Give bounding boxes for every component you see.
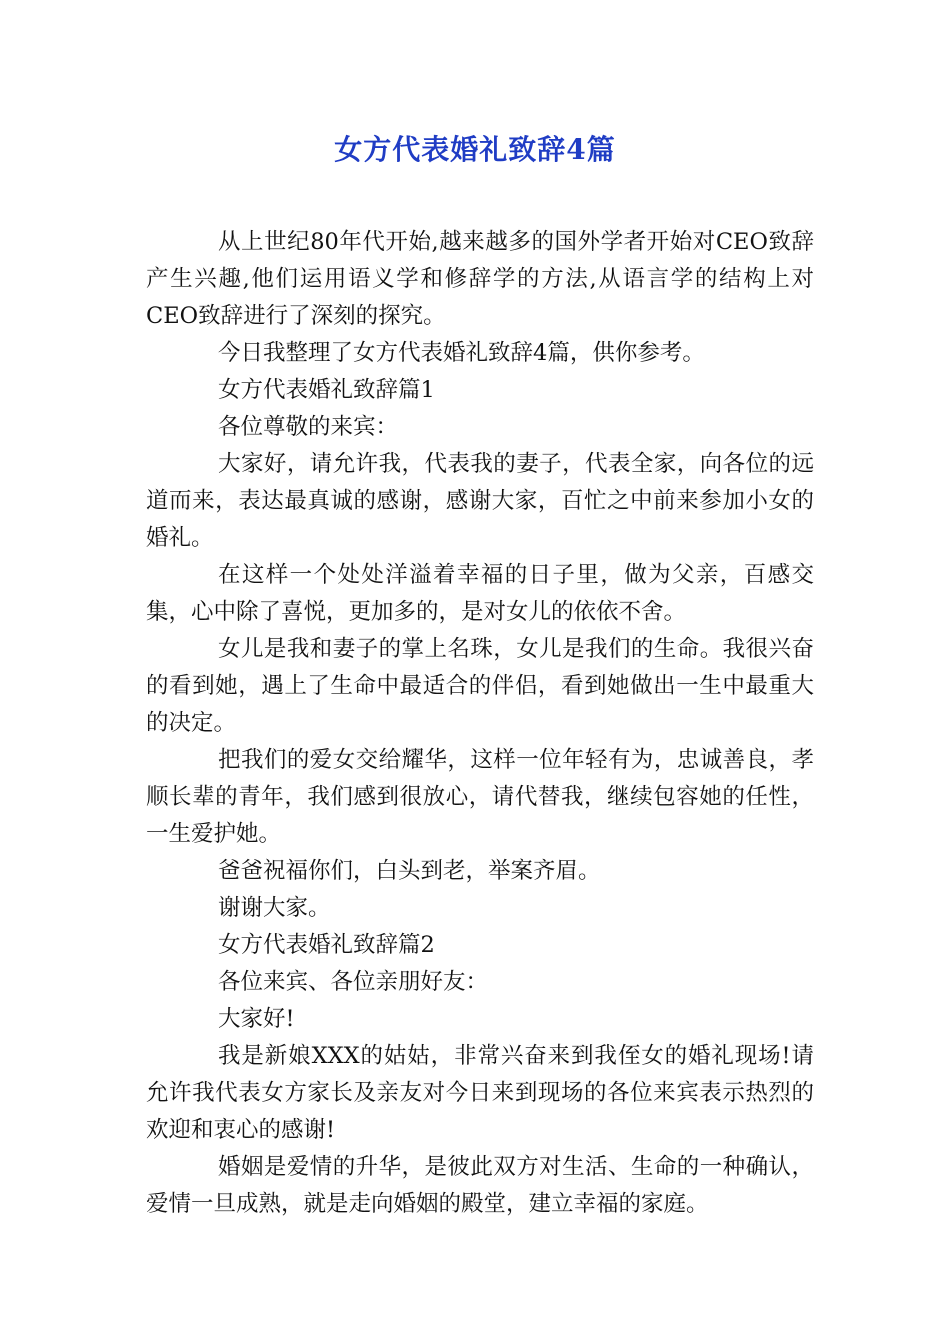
salutation: 各位来宾、各位亲朋好友：	[218, 969, 489, 995]
paragraph: 在这样一个处处洋溢着幸福的日子里，做为父亲，百感交集，心中除了喜悦，更加多的，是对女儿的依依不舍。	[146, 562, 814, 625]
section-heading: 女方代表婚礼致辞篇1	[218, 377, 435, 403]
paragraph: 从上世纪80年代开始,越来越多的国外学者开始对CEO致辞产生兴趣,他们运用语义学和修辞学的方法,从语言学的结构上对CEO致辞进行了深刻的探究。	[146, 229, 814, 329]
paragraph: 婚姻是爱情的升华，是彼此双方对生活、生命的一种确认，爱情一旦成熟，就是走向婚姻的殿堂，建立幸福的家庭。	[146, 1154, 814, 1217]
paragraph: 把我们的爱女交给耀华，这样一位年轻有为，忠诚善良，孝顺长辈的青年，我们感到很放心，请代替我，继续包容她的任性，一生爱护她。	[146, 747, 814, 847]
document-title: 女方代表婚礼致辞4篇	[334, 133, 616, 166]
section-heading: 女方代表婚礼致辞篇2	[218, 932, 435, 958]
paragraph: 今日我整理了女方代表婚礼致辞4篇，供你参考。	[218, 340, 705, 366]
salutation: 各位尊敬的来宾：	[218, 414, 399, 440]
paragraph: 谢谢大家。	[218, 895, 331, 921]
paragraph: 爸爸祝福你们，白头到老，举案齐眉。	[218, 858, 601, 884]
document-body	[146, 224, 814, 1223]
paragraph: 我是新娘XXX的姑姑，非常兴奋来到我侄女的婚礼现场!请允许我代表女方家长及亲友对今日来到现场的各位来宾表示热烈的欢迎和衷心的感谢!	[146, 1043, 814, 1143]
paragraph: 大家好，请允许我，代表我的妻子，代表全家，向各位的远道而来，表达最真诚的感谢，感谢大家，百忙之中前来参加小女的婚礼。	[146, 451, 814, 551]
paragraph: 女儿是我和妻子的掌上名珠，女儿是我们的生命。我很兴奋的看到她，遇上了生命中最适合的伴侣，看到她做出一生中最重大的决定。	[146, 636, 814, 736]
paragraph: 大家好!	[218, 1006, 295, 1032]
